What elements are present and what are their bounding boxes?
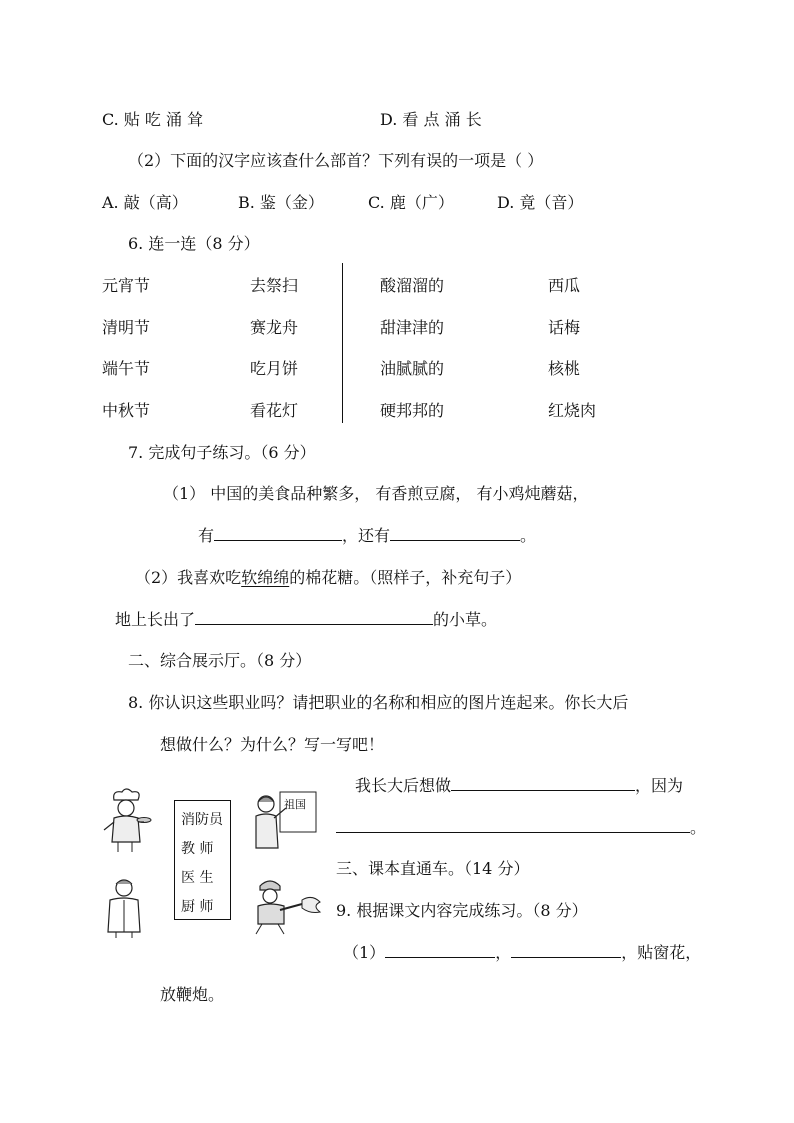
firefighter-picture[interactable]	[250, 876, 322, 936]
q6-title: 6. 连一连（8 分）	[128, 234, 260, 253]
q7-p1-you: 有	[198, 526, 215, 545]
q9-p1-prefix: （1）	[343, 943, 386, 962]
q9-blank-2[interactable]	[511, 941, 621, 958]
q7-p2-line2-suffix: 的小草。	[433, 610, 498, 629]
q5-option-d: D. 看 点 涌 长	[380, 110, 482, 129]
q6-custom: 吃月饼	[250, 359, 299, 378]
q7-blank-1[interactable]	[214, 524, 342, 541]
profession-chef[interactable]: 厨 师	[181, 899, 214, 915]
q6-festival: 清明节	[102, 318, 151, 337]
q9-blank-1[interactable]	[385, 941, 495, 958]
q7-p1-end: 。	[520, 526, 537, 545]
q7-blank-2[interactable]	[390, 524, 520, 541]
q7-p2-example-word: 软绵绵	[241, 568, 290, 587]
q6-taste: 酸溜溜的	[380, 276, 445, 295]
q7-p2-line2-prefix: 地上长出了	[115, 610, 196, 629]
q7-blank-3[interactable]	[195, 608, 433, 625]
q8-blank-reason[interactable]	[336, 816, 690, 833]
q9-p1-comma: ，	[495, 943, 512, 962]
profession-doctor[interactable]: 医 生	[181, 870, 214, 886]
q6-custom: 去祭扫	[250, 276, 299, 295]
q7-p1-line2	[198, 523, 536, 546]
q6-taste: 甜津津的	[380, 318, 445, 337]
q6-food: 核桃	[548, 359, 581, 378]
q8-line1: 8. 你认识这些职业吗？请把职业的名称和相应的图片连起来。你长大后	[128, 693, 629, 712]
q7-title: 7. 完成句子练习。（6 分）	[128, 443, 316, 462]
q8-write-line2	[336, 815, 706, 838]
q8-line2: 想做什么？为什么？写一写吧！	[160, 735, 385, 754]
q7-p1-haiyou: ，还有	[342, 526, 391, 545]
q7-p1-line1: （1） 中国的美食品种繁多， 有香煎豆腐， 有小鸡炖蘑菇，	[163, 484, 589, 503]
q8-write-end: 。	[690, 818, 707, 837]
q6-custom: 看花灯	[250, 401, 299, 420]
q6-festival: 中秋节	[102, 401, 151, 420]
q9-p1-line1	[343, 940, 701, 963]
section2-title: 二、综合展示厅。（8 分）	[128, 651, 312, 670]
q5-option-c: C. 贴 吃 涌 耸	[102, 110, 204, 129]
q6-festival: 元宵节	[102, 276, 151, 295]
q7-p2-line1	[135, 565, 521, 588]
q8-write-line1	[355, 773, 683, 796]
q9-title: 9. 根据课文内容完成练习。（8 分）	[336, 901, 588, 920]
q5-2-option-b: B. 鉴（金）	[238, 193, 324, 212]
q9-p1-suffix: ，贴窗花，	[621, 943, 702, 962]
q7-p2-line2	[115, 607, 497, 630]
q5-2-option-d: D. 竟（音）	[497, 193, 584, 212]
q9-p1-line2: 放鞭炮。	[160, 985, 225, 1004]
q6-taste: 油腻腻的	[380, 359, 445, 378]
chef-picture[interactable]	[100, 786, 152, 854]
q6-festival: 端午节	[102, 359, 151, 378]
q7-p2-suffix: 的棉花糖。（照样子，补充句子）	[289, 568, 522, 587]
blackboard-text: 祖国	[284, 798, 306, 811]
q5-2-option-c: C. 鹿（广）	[368, 193, 454, 212]
q6-food: 西瓜	[548, 276, 581, 295]
profession-firefighter[interactable]: 消防员	[181, 812, 223, 828]
q7-p2-prefix: （2）我喜欢吃	[135, 568, 242, 587]
profession-teacher[interactable]: 教 师	[181, 841, 214, 857]
doctor-picture[interactable]	[104, 876, 144, 938]
q6-divider	[342, 263, 343, 423]
section3-title: 三、课本直通车。（14 分）	[336, 859, 530, 878]
q6-taste: 硬邦邦的	[380, 401, 445, 420]
q5-2-option-a: A. 敲（高）	[102, 193, 188, 212]
q8-write-prefix: 我长大后想做	[355, 776, 452, 795]
q6-food: 红烧肉	[548, 401, 597, 420]
q5-2-stem: （2）下面的汉字应该查什么部首？下列有误的一项是（ ）	[128, 151, 544, 170]
q6-food: 话梅	[548, 318, 581, 337]
q8-blank-job[interactable]	[451, 774, 635, 791]
profession-box	[174, 800, 231, 920]
q6-custom: 赛龙舟	[250, 318, 299, 337]
q8-write-because: ，因为	[635, 776, 684, 795]
